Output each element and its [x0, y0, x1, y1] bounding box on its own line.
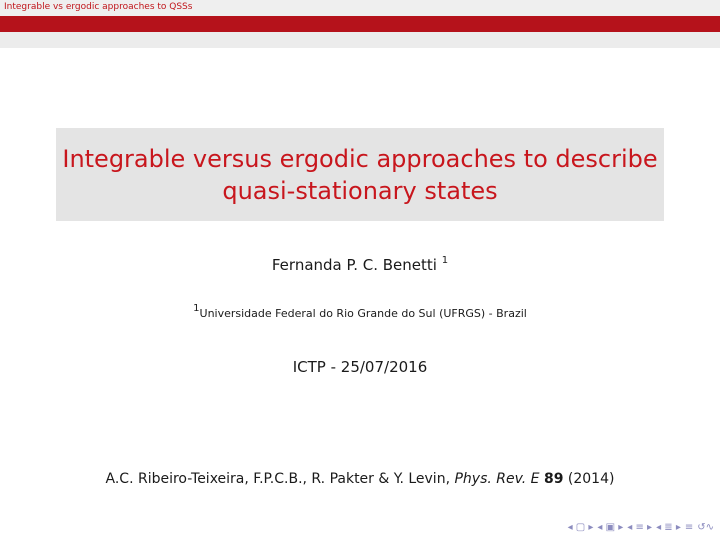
title-box: [56, 128, 664, 221]
search-icon[interactable]: ↺∿: [697, 522, 714, 533]
section-icon[interactable]: ◂ ≣ ▸: [656, 522, 681, 533]
affiliation-mark: 1: [193, 303, 200, 315]
accent-bar: [0, 16, 720, 32]
frame-icon[interactable]: ◂ ▣ ▸: [597, 522, 624, 533]
affiliation-text: Universidade Federal do Rio Grande do Sul (UFRGS) - Brazil: [199, 307, 527, 320]
align-icon[interactable]: ≡: [684, 522, 694, 533]
reference-volume: 89: [543, 471, 564, 487]
reference-journal: Phys. Rev. E: [454, 471, 540, 487]
event-date: ICTP - 25/07/2016: [292, 358, 428, 376]
beamer-navigation: [568, 522, 714, 533]
subheader-bar: [0, 32, 720, 48]
reference: [0, 471, 720, 487]
author-name: Fernanda P. C. Benetti: [271, 256, 437, 274]
author-mark: 1: [441, 255, 449, 266]
slide-title-line1: Integrable versus ergodic approaches to describe: [62, 144, 658, 173]
reference-authors: A.C. Ribeiro-Teixeira, F.P.C.B., R. Pakter & Y. Levin,: [105, 471, 451, 487]
subsection-icon[interactable]: ◂ ≡ ▸: [627, 522, 653, 533]
reference-year: (2014): [567, 471, 615, 487]
header-short-title[interactable]: Integrable vs ergodic approaches to QSSs: [4, 2, 193, 12]
slide-title-line2: quasi-stationary states: [222, 176, 498, 205]
prev-icon[interactable]: ◂ ▢ ▸: [567, 522, 594, 533]
affiliation: [0, 303, 720, 320]
author: [0, 256, 720, 274]
